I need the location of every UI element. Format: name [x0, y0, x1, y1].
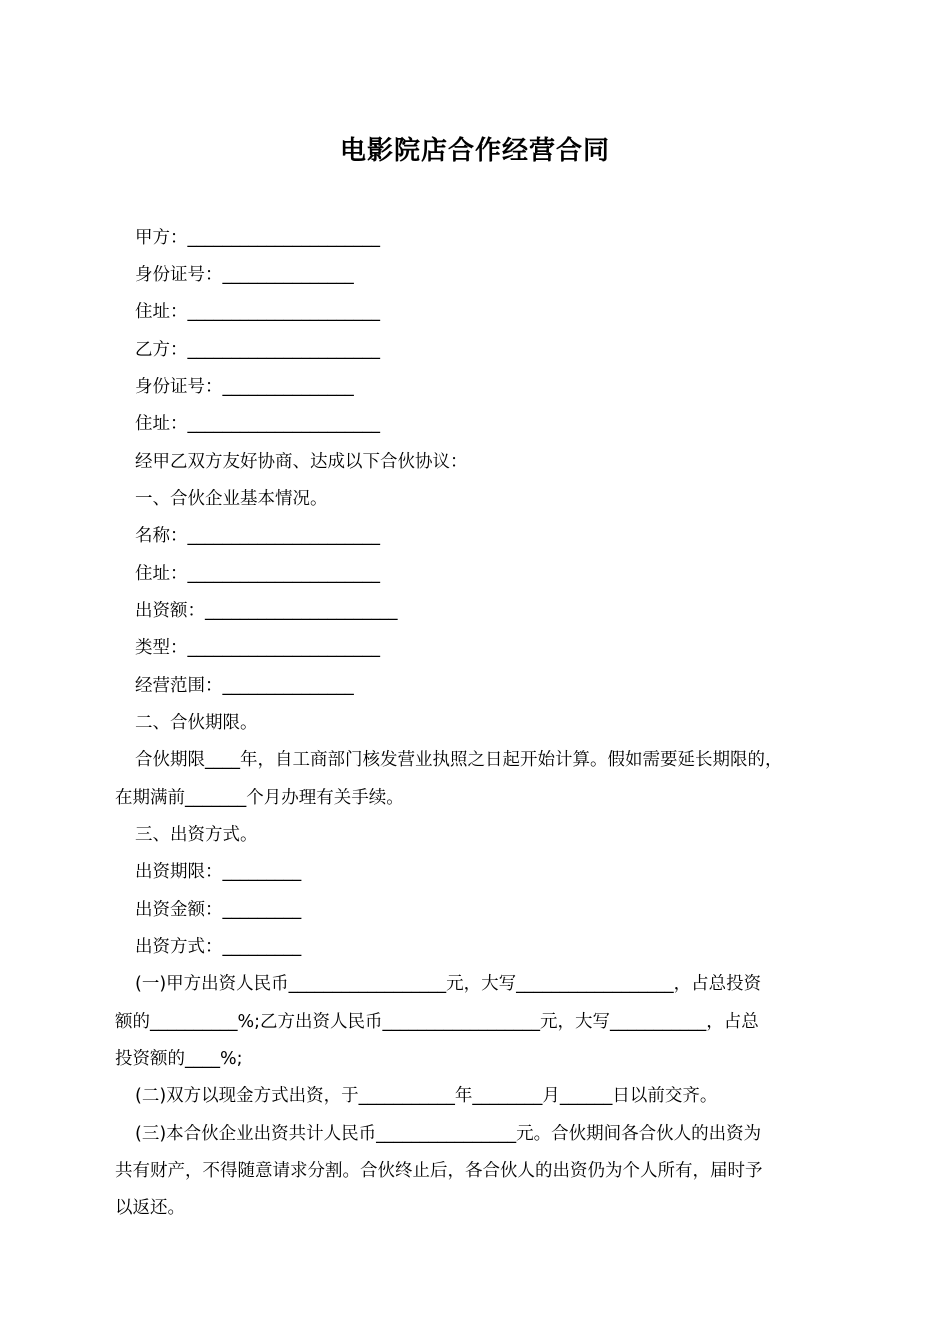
clause-3-line-3: 以返还。 [115, 1198, 185, 1218]
company-name-line: 名称：______________________ [135, 526, 380, 546]
section-2-heading: 二、合伙期限。 [135, 713, 258, 733]
term-paragraph-line-2: 在期满前_______个月办理有关手续。 [115, 788, 404, 808]
term-paragraph-line-1: 合伙期限____年，自工商部门核发营业执照之日起开始计算。假如需要延长期限的， [135, 750, 783, 770]
party-a-address-line: 住址：______________________ [135, 302, 380, 322]
section-1-heading: 一、合伙企业基本情况。 [135, 489, 328, 509]
clause-1-line-3: 投资额的____%; [115, 1049, 243, 1069]
party-b-address-line: 住址：______________________ [135, 414, 380, 434]
clause-1-line-2: 额的__________%;乙方出资人民币__________________元，大写___________，占总 [115, 1012, 759, 1032]
company-address-line: 住址：______________________ [135, 564, 380, 584]
clause-3-line-2: 共有财产，不得随意请求分割。合伙终止后，各合伙人的出资仍为个人所有，届时予 [115, 1161, 763, 1181]
clause-2-line: (二)双方以现金方式出资，于___________年________月______日以前交齐。 [135, 1086, 718, 1106]
contract-title: 电影院店合作经营合同 [339, 136, 610, 166]
clause-3-line-1: (三)本合伙企业出资共计人民币________________元。合伙期间各合伙人的出资为 [135, 1124, 762, 1144]
agreement-intro: 经甲乙双方友好协商、达成以下合伙协议： [135, 452, 468, 472]
clause-1-line-1: (一)甲方出资人民币__________________元，大写__________________，占总投资 [135, 974, 762, 994]
contribution-amount-line: 出资金额：_________ [135, 900, 302, 920]
party-a-line: 甲方：______________________ [135, 228, 380, 248]
business-scope-line: 经营范围：_______________ [135, 676, 354, 696]
contribution-period-line: 出资期限：_________ [135, 862, 302, 882]
company-type-line: 类型：______________________ [135, 638, 380, 658]
party-a-id-line: 身份证号：_______________ [135, 265, 354, 285]
party-b-line: 乙方：______________________ [135, 340, 380, 360]
section-3-heading: 三、出资方式。 [135, 825, 258, 845]
capital-amount-line: 出资额：______________________ [135, 601, 398, 621]
contribution-method-line: 出资方式：_________ [135, 937, 302, 957]
party-b-id-line: 身份证号：_______________ [135, 377, 354, 397]
